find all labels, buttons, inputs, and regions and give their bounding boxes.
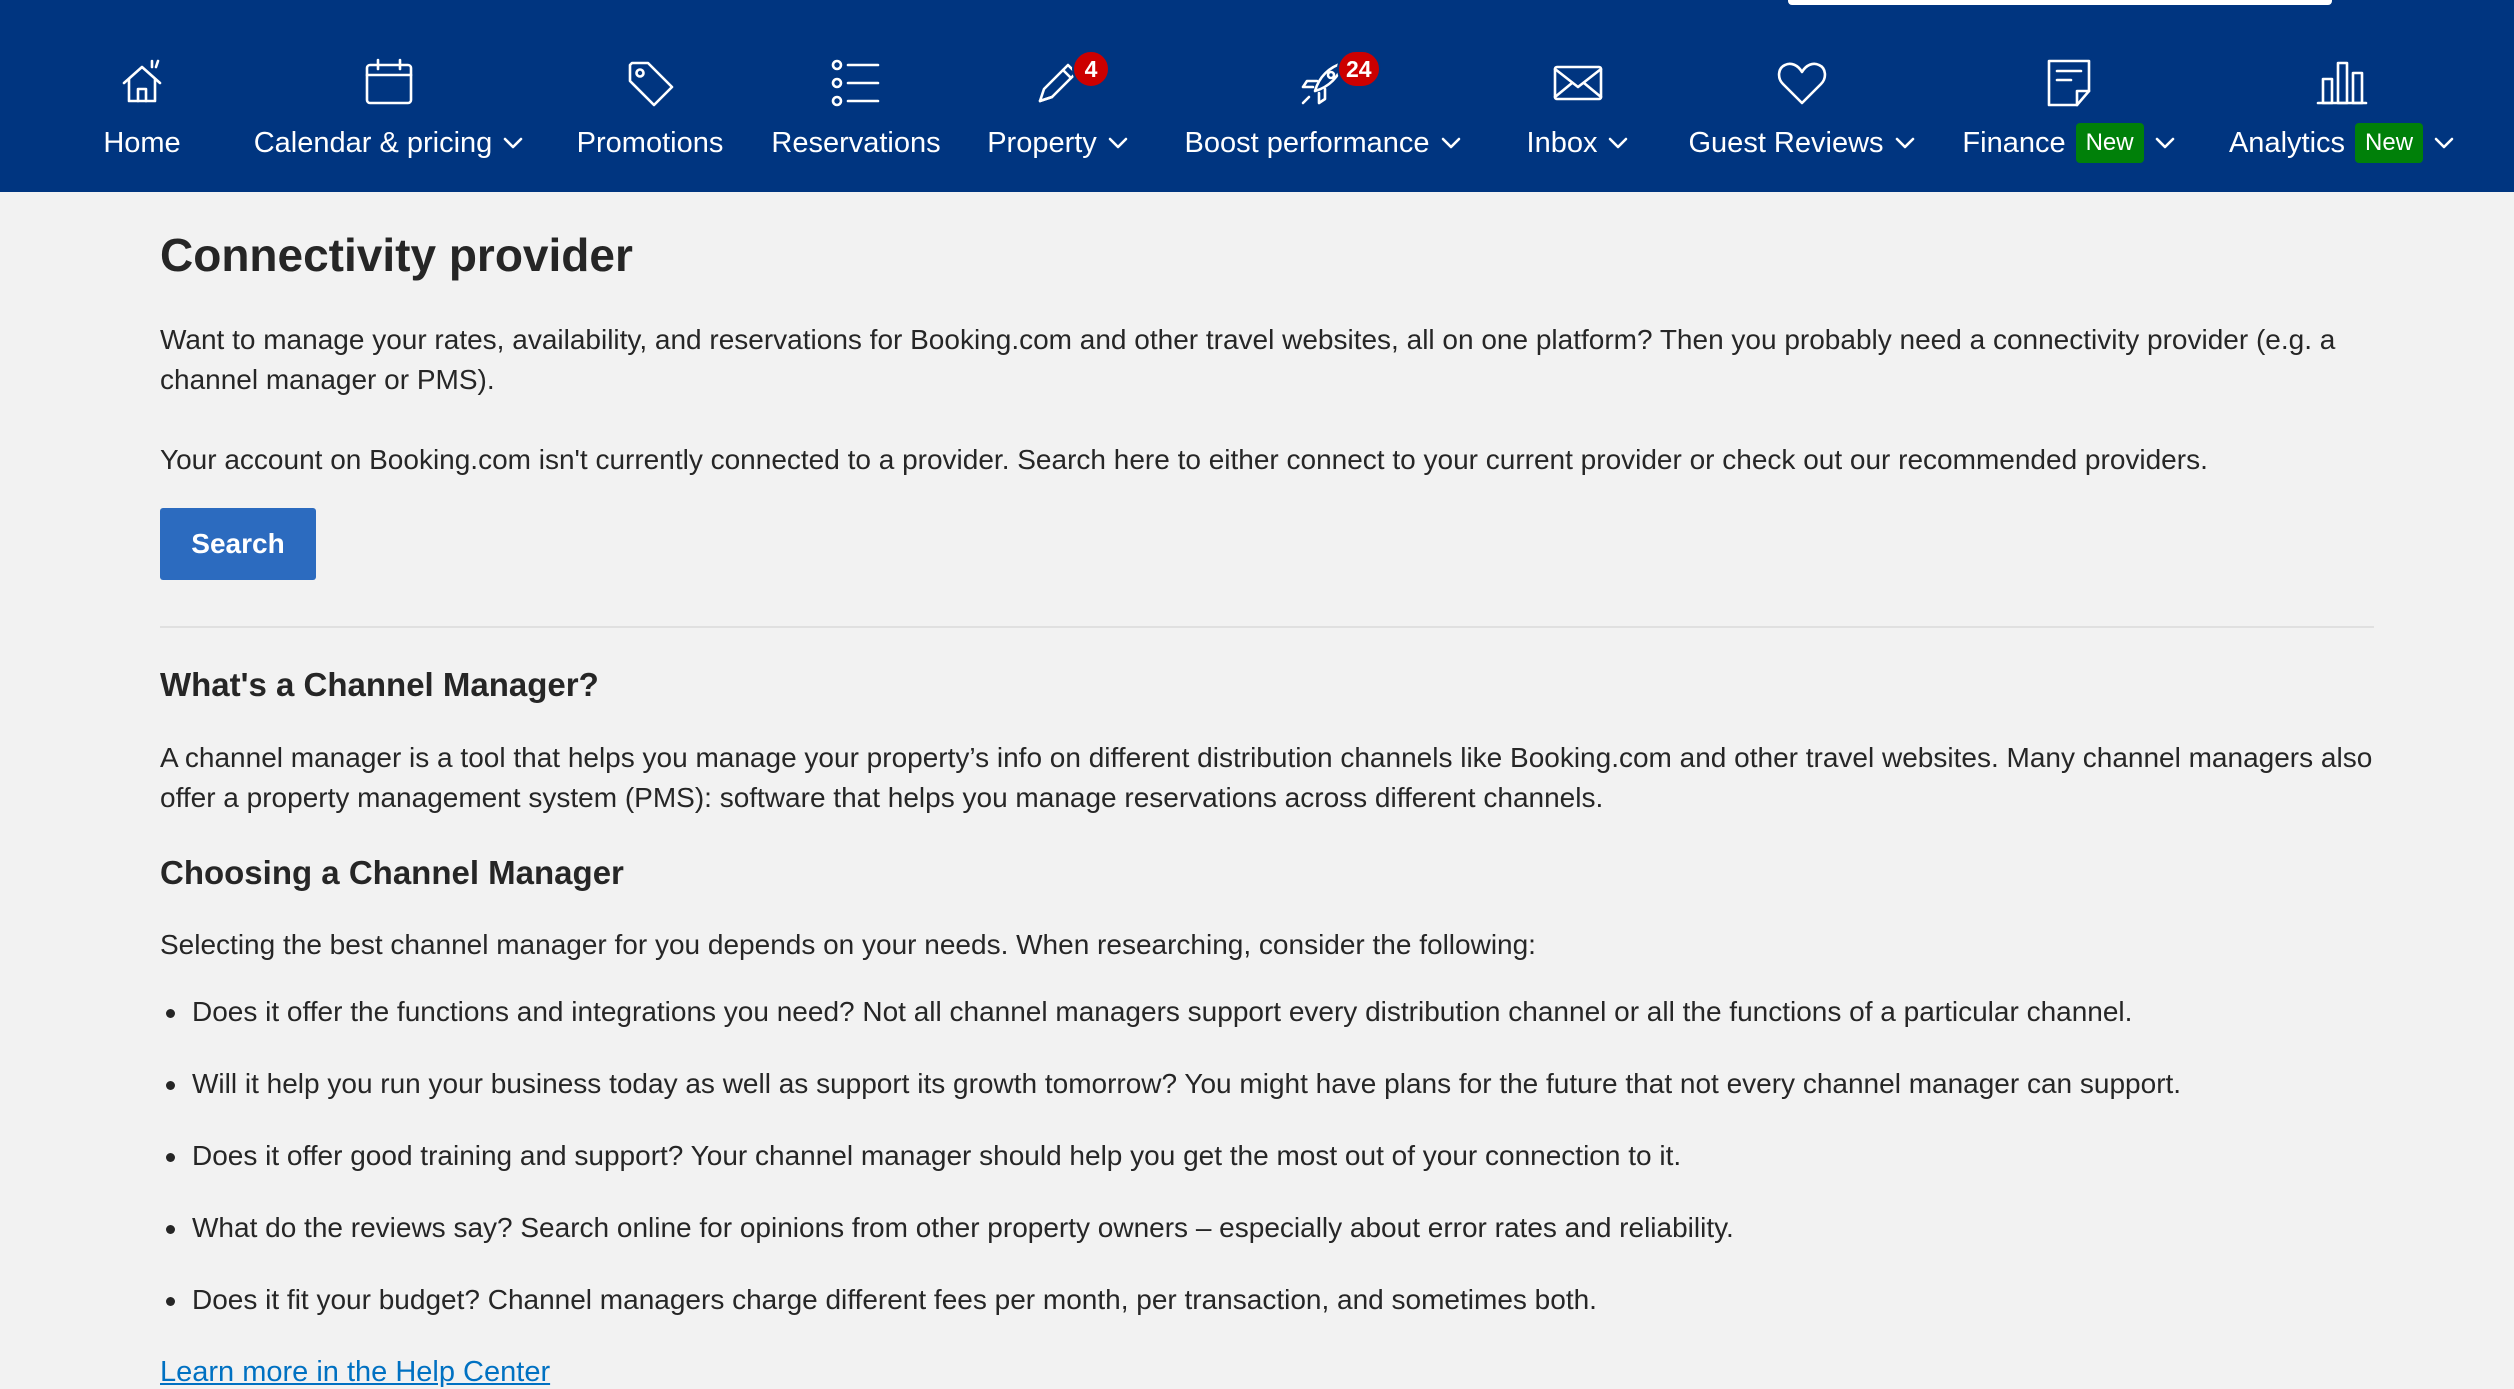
list-item — [160, 992, 2374, 1064]
envelope-icon — [1550, 55, 1606, 111]
notification-badge: 4 — [1072, 50, 1110, 88]
new-badge: New — [2355, 123, 2423, 163]
list-item — [160, 1136, 2374, 1208]
list-item-text: Will it help you run your business today as well as support its growth tomorrow? You might have plans for the future that not every channel manager can support. — [192, 1068, 2182, 1099]
connection-status-paragraph: Your account on Booking.com isn't currently connected to a provider. Search here to either connect to your current provider or check out our recommended providers. — [160, 444, 2208, 475]
notification-badge: 24 — [1337, 50, 1381, 88]
home-icon — [114, 55, 170, 111]
section-divider — [160, 626, 2374, 628]
bar-chart-icon — [2314, 55, 2370, 111]
nav-item-promotions[interactable] — [576, 0, 724, 192]
heart-icon — [1774, 55, 1830, 111]
nav-label-inbox: Inbox — [1526, 126, 1598, 159]
chevron-down-icon — [1440, 136, 1462, 150]
nav-label-boost-performance: Boost performance — [1184, 126, 1430, 159]
channel-manager-description: A channel manager is a tool that helps you manage your property’s info on different distribution channels like Booking.com and other travel websites. Many channel managers also offer a property management system (PMS): software that helps you manage reservations across different channels. — [160, 742, 2373, 813]
nav-item-finance[interactable] — [1962, 0, 2176, 192]
nav-item-inbox[interactable] — [1524, 0, 1632, 192]
bullet-dot — [166, 1225, 175, 1234]
list-icon — [828, 55, 884, 111]
chevron-down-icon — [502, 136, 524, 150]
nav-label-promotions: Promotions — [576, 126, 724, 159]
document-icon — [2041, 55, 2097, 111]
nav-item-boost-performance[interactable] — [1182, 0, 1464, 192]
nav-item-calendar-pricing[interactable] — [252, 0, 526, 192]
nav-label-calendar-pricing: Calendar & pricing — [253, 126, 493, 159]
choosing-intro-text: Selecting the best channel manager for you depends on your needs. When researching, consider the following: — [160, 929, 1536, 960]
list-item — [160, 1280, 2374, 1352]
list-item — [160, 1064, 2374, 1136]
nav-label-home: Home — [103, 126, 181, 159]
list-item — [160, 1208, 2374, 1280]
nav-item-analytics[interactable] — [2226, 0, 2458, 192]
nav-label-guest-reviews: Guest Reviews — [1688, 126, 1884, 159]
nav-label-finance: Finance — [1962, 126, 2066, 159]
chevron-down-icon — [1607, 136, 1629, 150]
page-title: Connectivity provider — [160, 229, 633, 281]
chevron-down-icon — [1894, 136, 1916, 150]
choosing-channel-manager-heading: Choosing a Channel Manager — [160, 854, 624, 891]
list-item-text: What do the reviews say? Search online for opinions from other property owners – especially about error rates and reliability. — [192, 1212, 1734, 1243]
new-badge: New — [2076, 123, 2144, 163]
calendar-icon — [361, 55, 417, 111]
bullet-dot — [166, 1297, 175, 1306]
rocket-icon — [1295, 55, 1372, 111]
chevron-down-icon — [2433, 136, 2455, 150]
pencil-icon — [1030, 55, 1098, 111]
nav-item-reservations[interactable] — [772, 0, 940, 192]
nav-item-property[interactable] — [986, 0, 1130, 192]
list-item-text: Does it offer good training and support? Your channel manager should help you get the most out of your connection to it. — [192, 1140, 1682, 1171]
bullet-dot — [166, 1009, 175, 1018]
help-center-link[interactable]: Learn more in the Help Center — [160, 1356, 551, 1388]
what-is-channel-manager-heading: What's a Channel Manager? — [160, 666, 599, 703]
nav-item-home[interactable] — [102, 0, 182, 192]
nav-item-guest-reviews[interactable] — [1690, 0, 1914, 192]
bullet-dot — [166, 1153, 175, 1162]
intro-paragraph: Want to manage your rates, availability, and reservations for Booking.com and other travel websites, all on one platform? Then you probably need a connectivity provider (e.g. a channel manager or PMS). — [160, 324, 2336, 395]
nav-label-property: Property — [987, 126, 1097, 159]
bullet-dot — [166, 1081, 175, 1090]
search-provider-button[interactable]: Search — [160, 508, 316, 580]
list-item-text: Does it offer the functions and integrations you need? Not all channel managers support every distribution channel or all the functions of a particular channel. — [192, 996, 2133, 1027]
nav-label-reservations: Reservations — [771, 126, 941, 159]
chevron-down-icon — [2154, 136, 2176, 150]
nav-label-analytics: Analytics — [2228, 126, 2346, 159]
consideration-list — [160, 992, 2374, 1352]
chevron-down-icon — [1107, 136, 1129, 150]
top-navigation-bar — [0, 0, 2514, 192]
list-item-text: Does it fit your budget? Channel managers charge different fees per month, per transaction, and sometimes both. — [192, 1284, 1597, 1315]
tag-icon — [622, 55, 678, 111]
